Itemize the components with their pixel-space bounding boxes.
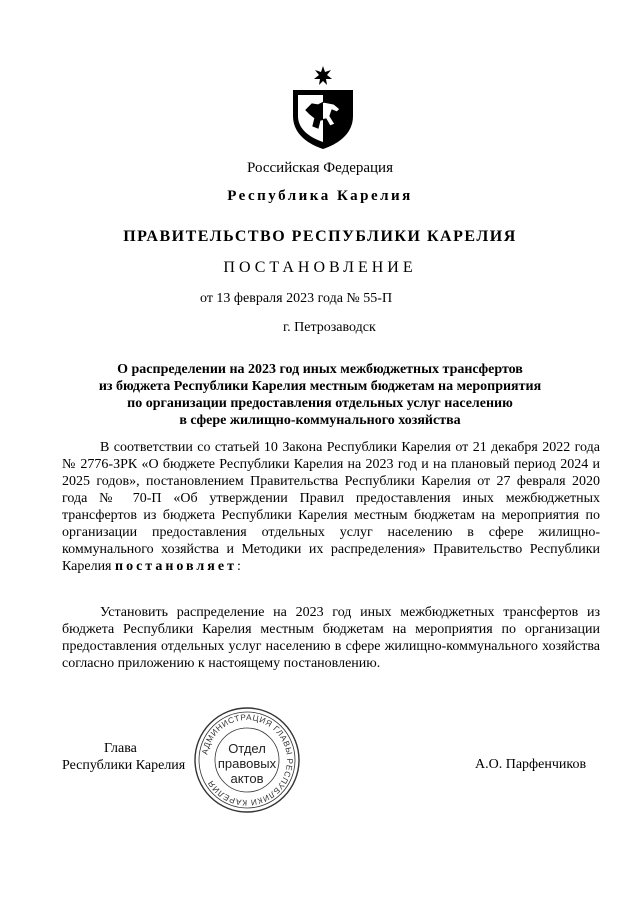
signatory-title [62,740,185,774]
title-line: из бюджета Республики Карелия местным бюджетам на мероприятия [98,379,542,394]
title-line: в сфере жилищно-коммунального хозяйства [179,413,461,428]
paragraph-operative: Установить распределение на 2023 год иных межбюджетных трансфертов из бюджета Республики Карелия местным бюджетам на мероприятия по организации предоставления отдельных услуг населению в сфере жилищно-коммунального хозяйства согласно приложению к настоящему постановлению. [62,605,600,671]
resolves-word: постановляет [115,559,237,574]
signatory-title-line1: Глава [104,741,137,756]
preamble-text: В соответствии со статьей 10 Закона Республики Карелия от 21 декабря 2022 года № 2776-ЗРК «О бюджете Республики Карелия на 2023 год и на плановый период 2024 и 2025 годов», постановлением Правительства Республики Карелия от 27 февраля 2020 года № 70-П «Об утверждении Правил предоставления иных межбюджетных трансфертов из бюджета Республики Карелия местным бюджетам на мероприятия по организации предоставления отдельных услуг населению в сфере жилищно-коммунального хозяйства и Методики их распределения» Правительство Республики Карелия [62,440,600,574]
paragraph-preamble [62,439,600,575]
resolves-colon: : [236,559,241,574]
document-title [0,361,640,429]
date-number: от 13 февраля 2023 года № 55-П [200,291,393,306]
stamp-line: Отдел [228,741,266,756]
city: г. Петрозаводск [283,320,376,335]
signatory-name: А.О. Парфенчиков [475,757,587,772]
stamp-line: правовых [217,756,277,771]
signatory-title-line2: Республики Карелия [62,758,186,773]
title-line: по организации предоставления отдельных услуг населению [127,396,513,411]
stamp-center-text [205,741,289,786]
republic-name: Республика Карелия [227,188,413,204]
stamp-line: актов [230,771,264,786]
government-name: ПРАВИТЕЛЬСТВО РЕСПУБЛИКИ КАРЕЛИЯ [123,228,517,245]
document-type: ПОСТАНОВЛЕНИЕ [223,259,417,276]
coat-of-arms-icon [290,64,356,150]
country-name: Российская Федерация [247,160,393,176]
stamp-ring-text: АДМИНИСТРАЦИЯ ГЛАВЫ РЕСПУБЛИКИ КАРЕЛИЯ [200,712,295,808]
title-line: О распределении на 2023 год иных межбюджетных трансфертов [117,362,523,377]
